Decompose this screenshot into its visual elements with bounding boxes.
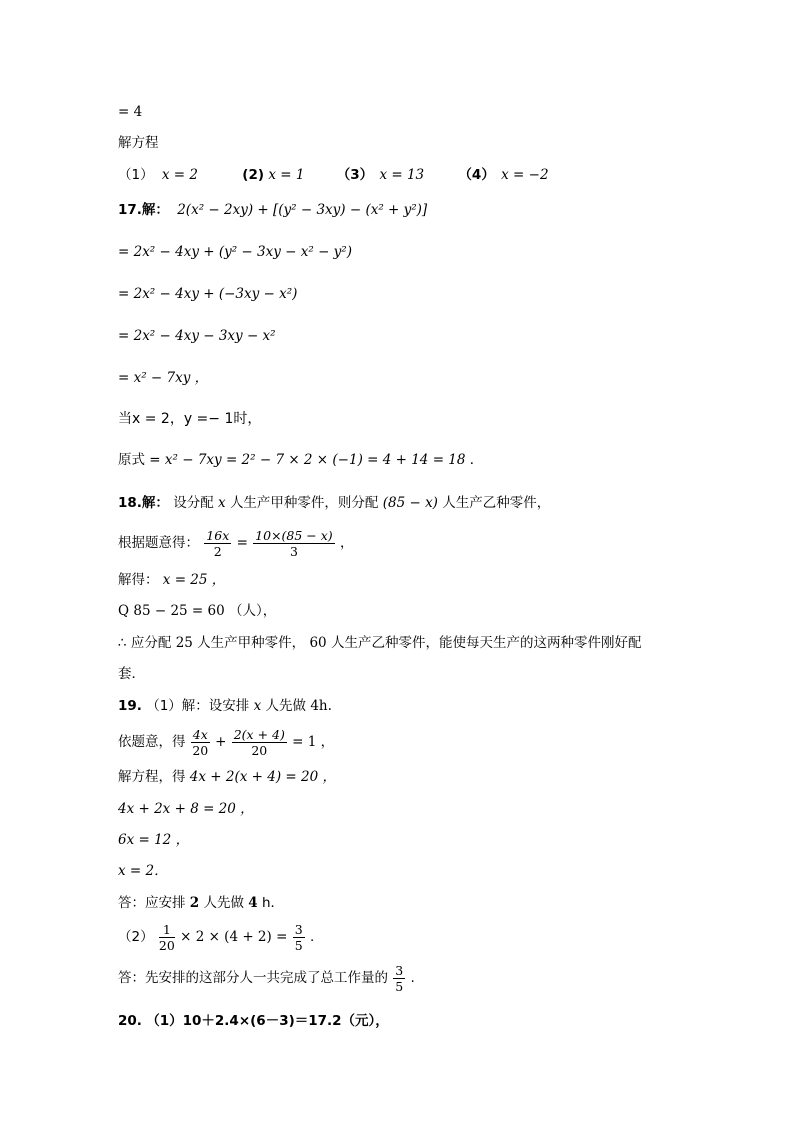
plus-sign: +: [215, 734, 227, 750]
q18-setup-text-2: 人生产甲种零件，则分配: [229, 495, 379, 511]
q18-variable-x: x: [218, 495, 226, 511]
line-q17-condition: 当x = 2，y =− 1时，: [118, 411, 262, 427]
line-q19-solve: [118, 768, 336, 786]
fraction-denominator: 2: [213, 543, 222, 559]
answer-4-label: （4）: [458, 167, 495, 183]
question-19-label: 19.: [118, 698, 142, 714]
q19-answer-number-2: 2: [189, 895, 200, 911]
q19-solve-label: 解方程，得: [118, 769, 186, 785]
q17-result-label: 原式 =: [118, 452, 161, 468]
fraction-denominator: 20: [192, 742, 209, 758]
q19-setup-hours: 4h.: [310, 698, 332, 714]
q18-equation-comma: ，: [339, 535, 354, 551]
q18-setup-text-1: 设分配: [173, 495, 214, 511]
fraction-4x-over-20: [191, 727, 210, 758]
therefore-symbol: ∴: [118, 635, 127, 651]
line-q18-solution: [118, 571, 225, 589]
q17-result-expression: x² − 7xy = 2² − 7 × 2 × (−1) = 4 + 14 = 18: [164, 452, 466, 468]
q19-equation-rhs: = 1 ，: [292, 734, 335, 750]
line-solve-equation-heading: 解方程: [118, 135, 159, 151]
fraction-3-over-5: [393, 963, 405, 994]
q19-answer-1-text-1: 答：应安排: [118, 895, 186, 911]
q19-answer-2-text: 答：先安排的这部分人一共完成了总工作量的: [118, 970, 388, 986]
line-q17-step-2: = 2x² − 4xy + (−3xy − x²): [118, 286, 298, 302]
fraction-1-over-20: [159, 922, 175, 953]
answer-2-value: x = 1: [268, 167, 305, 183]
line-q19-step-2: 6x = 12 ，: [118, 832, 190, 848]
q17-result-period: ．: [469, 452, 484, 468]
fraction-10-times-85-minus-x-over-3: [253, 528, 335, 559]
q19-equation-label: 依题意，得: [118, 734, 186, 750]
question-17-label: 17.解：: [118, 202, 169, 218]
q18-setup-text-3: 人生产乙种零件，: [442, 495, 551, 511]
q19-answer-1-unit: h．: [262, 895, 285, 911]
question-18-label: 18.解：: [118, 495, 169, 511]
fraction-numerator: 1: [159, 922, 175, 938]
q19-answer-1-text-2: 人先做: [203, 895, 244, 911]
q20-part-1-expression: （1）10＋2.4×(6－3)＝17.2（元），: [146, 1013, 389, 1029]
q18-expression-85-minus-x: (85 − x): [382, 495, 438, 511]
q18-conclusion-text-1: 应分配: [130, 635, 172, 651]
q19-solve-expression: 4x + 2(x + 4) = 20 ，: [189, 769, 336, 785]
line-q19-answer-1: [118, 894, 284, 912]
q19-variable-x: x: [253, 698, 262, 714]
line-q17-result: [118, 451, 483, 469]
fraction-numerator: 3: [395, 962, 404, 978]
q18-computation-unit: （人），: [229, 603, 277, 619]
fraction-denominator: 3: [289, 543, 298, 559]
fraction-numerator: 4x: [192, 726, 208, 742]
fraction-numerator: 3: [294, 921, 303, 937]
line-q19-equation: [118, 725, 334, 759]
q17-expression: 2(x² − 2xy) + [(y² − 3xy) − (x² + y²)]: [177, 202, 428, 218]
fraction-denominator: 5: [294, 937, 303, 953]
line-q18-equation: [118, 526, 353, 560]
q18-number-25: 25: [175, 635, 193, 651]
q19-part-2-label: （2）: [118, 929, 154, 945]
line-q19-part-2: [118, 920, 314, 954]
line-q19-step-1: 4x + 2x + 8 = 20 ，: [118, 801, 254, 817]
line-equation-answers: [118, 166, 549, 184]
fraction-16x-over-2: [204, 528, 231, 559]
line-q18-conclusion-continued: 套．: [118, 666, 145, 682]
equals-sign: =: [236, 535, 248, 551]
fraction-numerator: 2(x + 4): [233, 726, 285, 742]
answer-1-value: x = 2: [161, 167, 198, 183]
q18-solution-value: x = 25 ，: [162, 572, 226, 588]
fraction-denominator: 5: [395, 978, 404, 994]
q18-conclusion-text-2: 人生产甲种零件，: [197, 635, 306, 651]
question-20-label: 20.: [118, 1013, 142, 1029]
q19-part-2-period: .: [309, 929, 315, 945]
line-q19-setup: [118, 697, 332, 715]
answer-3-label: （3）: [336, 167, 374, 183]
answer-3-value: x = 13: [379, 167, 425, 183]
line-q17-step-3: = 2x² − 4xy − 3xy − x²: [118, 328, 276, 344]
q19-answer-2-period: .: [410, 970, 415, 986]
line-q17-step-4: = x² − 7xy ，: [118, 370, 209, 386]
line-q20-part-1: [118, 1012, 389, 1030]
q19-setup-text-1: （1）解：设安排: [146, 698, 250, 714]
answer-1-label: （1）: [118, 167, 154, 183]
fraction-denominator: 20: [158, 937, 175, 953]
q19-setup-text-2: 人先做: [265, 698, 307, 714]
line-q19-answer-2: [118, 961, 415, 995]
q18-equation-label: 根据题意得：: [118, 535, 199, 551]
line-q17-step-1: = 2x² − 4xy + (y² − 3xy − x² − y²): [118, 244, 352, 260]
q18-conclusion-text-3: 人生产乙种零件，能使每天生产的这两种零件刚好配: [330, 635, 642, 651]
fraction-denominator: 20: [251, 742, 268, 758]
line-equals-4: = 4: [118, 104, 143, 120]
answer-2-label: (2): [242, 167, 265, 183]
q18-solution-label: 解得：: [118, 572, 159, 588]
line-q18-computation: [118, 602, 276, 620]
because-symbol: Q: [118, 603, 130, 619]
line-q19-step-3: x = 2．: [118, 863, 168, 879]
answer-4-value: x = −2: [501, 167, 549, 183]
line-q17-expression: [118, 201, 427, 219]
line-q18-conclusion: [118, 634, 641, 652]
q18-number-60: 60: [309, 635, 327, 651]
q19-answer-number-4: 4: [248, 895, 258, 911]
q19-part-2-expression: × 2 × (4 + 2) =: [180, 929, 288, 945]
line-q18-setup: [118, 494, 550, 512]
fraction-numerator: 16x: [206, 527, 230, 543]
fraction-2-x-plus-4-over-20: [232, 727, 287, 758]
fraction-3-over-5: [293, 922, 305, 953]
q18-computation-expression: 85 − 25 = 60: [133, 603, 225, 619]
fraction-numerator: 10×(85 − x): [255, 527, 333, 543]
